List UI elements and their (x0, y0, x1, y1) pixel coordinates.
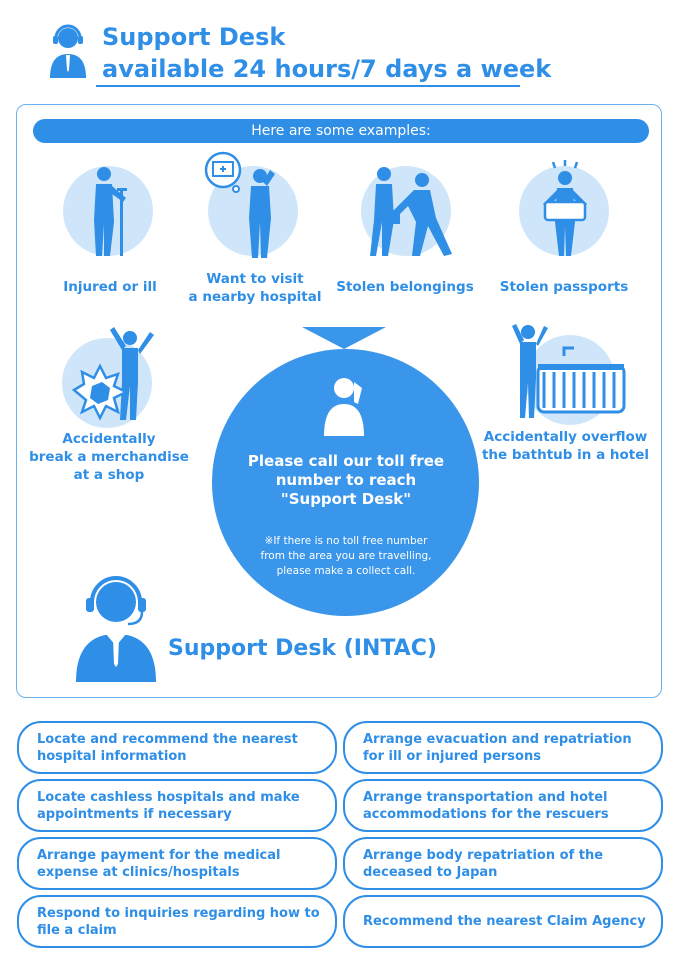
example-label-hospital (183, 270, 327, 306)
broken-merchandise-icon (70, 320, 160, 430)
header-subtitle: available 24 hours/7 days a week (102, 55, 552, 83)
call-line: Please call our toll free (247, 452, 445, 470)
service-line: Arrange transportation and hotel (363, 789, 608, 805)
example-label-injured (40, 278, 180, 296)
phone-caller-icon (318, 374, 372, 438)
service-box (17, 895, 337, 948)
overflowing-bathtub-icon (510, 318, 630, 423)
service-line: Arrange payment for the medical (37, 847, 281, 863)
service-box (343, 837, 663, 890)
collect-call-note (236, 534, 456, 579)
header-underline (96, 85, 520, 87)
service-line: Locate cashless hospitals and make (37, 789, 300, 805)
service-line: expense at clinics/hospitals (37, 864, 240, 880)
service-line: appointments if necessary (37, 806, 232, 822)
label-line: Stolen belongings (336, 279, 474, 295)
service-line: for ill or injured persons (363, 748, 541, 764)
label-line: the bathtub in a hotel (481, 447, 650, 463)
example-label-passports (494, 278, 634, 296)
down-arrow-icon (302, 327, 386, 349)
examples-banner: Here are some examples: (33, 119, 649, 143)
passport-search-icon (535, 160, 595, 260)
label-line: Want to visit (206, 271, 304, 287)
injured-person-icon (80, 160, 140, 260)
label-line: Accidentally overflow (483, 429, 648, 445)
call-line: number to reach (275, 471, 417, 489)
support-operator-icon (74, 572, 158, 682)
example-label-bathtub (478, 428, 653, 464)
note-line: please make a collect call. (276, 565, 416, 577)
service-box (343, 721, 663, 774)
service-box (343, 895, 663, 948)
service-line: Arrange evacuation and repatriation (363, 731, 632, 747)
support-desk-title: Support Desk (INTAC) (168, 636, 437, 661)
service-line: deceased to Japan (363, 864, 498, 880)
label-line: break a merchandise (29, 449, 189, 465)
service-line: Respond to inquiries regarding how to (37, 905, 320, 921)
service-line: Locate and recommend the nearest (37, 731, 298, 747)
service-box (343, 779, 663, 832)
service-line: accommodations for the rescuers (363, 806, 609, 822)
label-line: at a shop (73, 467, 145, 483)
hospital-visit-icon (205, 152, 295, 262)
example-label-merchandise (24, 430, 194, 484)
example-label-belongings (330, 278, 480, 296)
call-instruction (232, 452, 460, 509)
label-line: Stolen passports (499, 279, 629, 295)
service-line: file a claim (37, 922, 117, 938)
service-line: Arrange body repatriation of the (363, 847, 604, 863)
call-line: "Support Desk" (280, 490, 412, 508)
service-box (17, 779, 337, 832)
note-line: ※If there is no toll free number (264, 535, 428, 547)
label-line: a nearby hospital (188, 289, 322, 305)
service-line: hospital information (37, 748, 187, 764)
service-box (17, 721, 337, 774)
note-line: from the area you are travelling, (260, 550, 432, 562)
label-line: Injured or ill (63, 279, 157, 295)
header-title: Support Desk (102, 23, 286, 51)
operator-headset-icon (48, 22, 88, 78)
label-line: Accidentally (62, 431, 156, 447)
service-line: Recommend the nearest Claim Agency (363, 914, 646, 929)
service-box (17, 837, 337, 890)
thief-icon (360, 160, 460, 260)
